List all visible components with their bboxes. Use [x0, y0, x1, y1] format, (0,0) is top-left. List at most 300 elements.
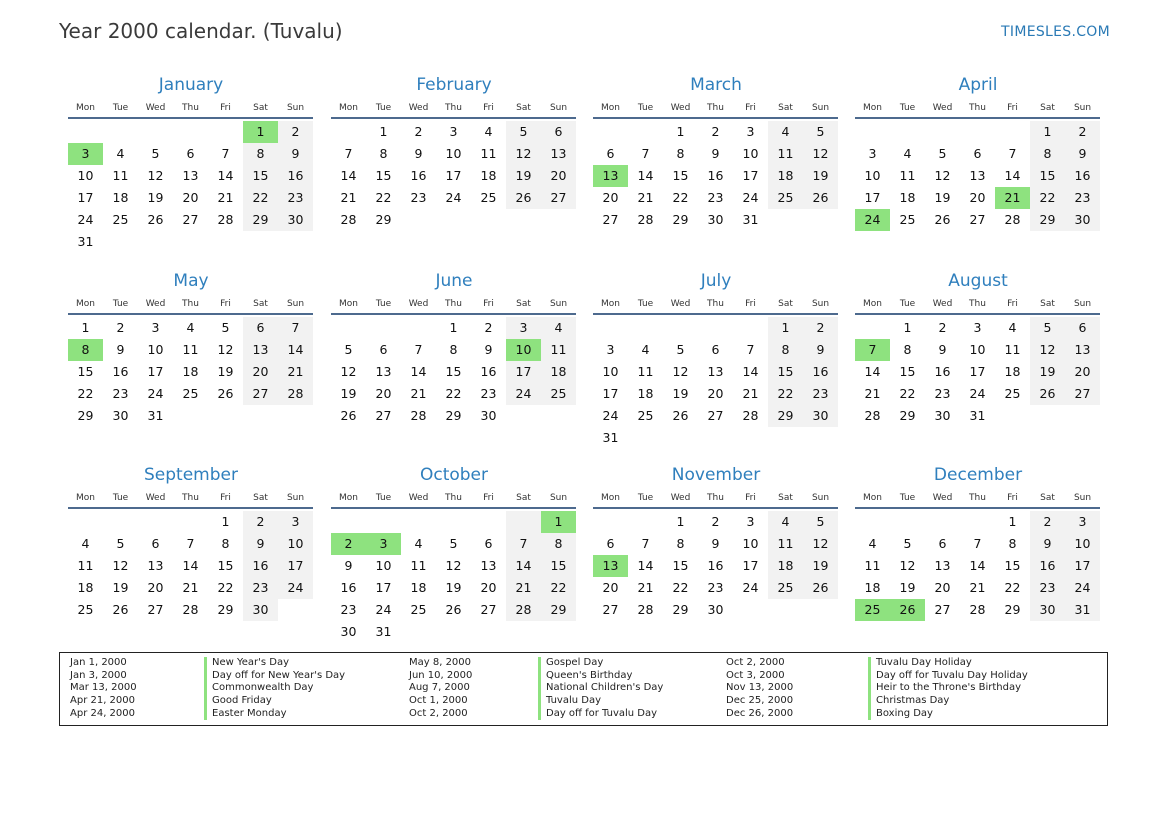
day-cell: 15	[77, 364, 94, 379]
day-cell: 22	[1004, 580, 1021, 595]
day-cell: 2	[711, 514, 720, 529]
day-cell: 5	[903, 536, 912, 551]
day-cell: 9	[484, 342, 493, 357]
day-cell: 11	[77, 558, 94, 573]
legend-holiday-name: Day off for New Year's Day	[204, 670, 345, 683]
legend-holiday-name: Queen's Birthday	[538, 670, 663, 683]
day-cell: 19	[1030, 361, 1065, 383]
day-cell: 3	[278, 511, 313, 533]
empty-cell	[331, 317, 366, 339]
empty-cell	[593, 317, 628, 339]
holiday-day-cell: 8	[68, 339, 103, 361]
day-cell: 6	[711, 342, 720, 357]
day-cell: 11	[480, 146, 497, 161]
weekday-header: Tue	[637, 299, 654, 309]
empty-cell	[208, 121, 243, 143]
day-cell: 31	[147, 408, 164, 423]
weekday-header: Sat	[1040, 299, 1055, 309]
weekday-header: Mon	[76, 103, 95, 113]
empty-cell	[436, 209, 471, 231]
day-cell: 15	[445, 364, 462, 379]
empty-cell	[173, 511, 208, 533]
day-cell: 2	[1065, 121, 1100, 143]
day-cell: 7	[973, 536, 982, 551]
month-title: July	[700, 271, 732, 291]
empty-cell	[471, 209, 506, 231]
day-cell: 1	[676, 514, 685, 529]
weekday-header: Sat	[516, 103, 531, 113]
holiday-day-cell: 25	[855, 599, 890, 621]
day-cell: 29	[217, 602, 234, 617]
month-title: November	[671, 465, 761, 485]
day-cell: 30	[1030, 599, 1065, 621]
day-cell: 11	[182, 342, 199, 357]
day-cell: 17	[864, 190, 881, 205]
month-december	[855, 463, 1101, 621]
empty-cell	[663, 317, 698, 339]
day-cell: 26	[112, 602, 129, 617]
day-cell: 20	[934, 580, 951, 595]
month-grid	[855, 101, 1101, 231]
legend-date: Oct 2, 2000	[726, 657, 785, 668]
header-divider	[68, 117, 313, 119]
day-cell: 31	[77, 234, 94, 249]
legend-date: May 8, 2000	[409, 657, 472, 668]
day-cell: 31	[742, 212, 759, 227]
day-cell: 12	[506, 143, 541, 165]
month-grid	[68, 101, 314, 253]
weekday-header: Mon	[863, 493, 882, 503]
month-grid	[68, 297, 314, 427]
weekday-header: Thu	[445, 493, 462, 503]
brand-link[interactable]: TIMESLES.COM	[1001, 24, 1110, 40]
day-cell: 8	[541, 533, 576, 555]
day-cell: 31	[375, 624, 392, 639]
empty-cell	[401, 511, 436, 533]
day-cell: 6	[606, 536, 615, 551]
empty-cell	[173, 231, 208, 253]
day-cell: 30	[278, 209, 313, 231]
day-cell: 19	[899, 580, 916, 595]
empty-cell	[855, 317, 890, 339]
empty-cell	[68, 121, 103, 143]
weekday-header: Tue	[899, 493, 916, 503]
day-cell: 23	[480, 386, 497, 401]
day-cell: 13	[541, 143, 576, 165]
day-cell: 9	[1065, 143, 1100, 165]
weekday-header: Sat	[778, 493, 793, 503]
day-cell: 20	[707, 386, 724, 401]
day-cell: 7	[746, 342, 755, 357]
weekday-header: Mon	[601, 103, 620, 113]
day-cell: 17	[602, 386, 619, 401]
day-cell: 23	[1065, 187, 1100, 209]
day-cell: 6	[1065, 317, 1100, 339]
weekday-header: Sun	[286, 493, 305, 503]
day-cell: 15	[217, 558, 234, 573]
day-cell: 28	[742, 408, 759, 423]
day-cell: 13	[480, 558, 497, 573]
legend-holiday-name: Christmas Day	[868, 695, 1028, 708]
month-title: August	[948, 271, 1008, 291]
empty-cell	[471, 511, 506, 533]
day-cell: 27	[243, 383, 278, 405]
empty-cell	[733, 427, 768, 449]
month-title: June	[435, 271, 473, 291]
empty-cell	[593, 121, 628, 143]
header-divider	[855, 313, 1100, 315]
day-cell: 15	[541, 555, 576, 577]
weekday-header: Mon	[339, 493, 358, 503]
empty-cell	[541, 405, 576, 427]
weekday-header: Fri	[220, 299, 231, 309]
day-cell: 15	[1004, 558, 1021, 573]
weekday-header: Mon	[601, 299, 620, 309]
day-cell: 11	[768, 143, 803, 165]
day-cell: 21	[340, 190, 357, 205]
header-divider	[331, 313, 576, 315]
day-cell: 5	[803, 511, 838, 533]
day-cell: 15	[375, 168, 392, 183]
day-cell: 8	[243, 143, 278, 165]
holiday-day-cell: 24	[855, 209, 890, 231]
day-cell: 14	[637, 168, 654, 183]
day-cell: 19	[112, 580, 129, 595]
empty-cell	[401, 317, 436, 339]
day-cell: 2	[414, 124, 423, 139]
month-september	[68, 463, 314, 621]
day-cell: 1	[1008, 514, 1017, 529]
day-cell: 19	[672, 386, 689, 401]
day-cell: 29	[1004, 602, 1021, 617]
day-cell: 29	[445, 408, 462, 423]
day-cell: 28	[637, 602, 654, 617]
day-cell: 12	[217, 342, 234, 357]
day-cell: 4	[541, 317, 576, 339]
day-cell: 25	[637, 408, 654, 423]
day-cell: 6	[973, 146, 982, 161]
day-cell: 31	[969, 408, 986, 423]
weekday-header: Sun	[286, 103, 305, 113]
day-cell: 20	[969, 190, 986, 205]
day-cell: 17	[742, 558, 759, 573]
day-cell: 21	[742, 386, 759, 401]
day-cell: 12	[340, 364, 357, 379]
weekday-header: Fri	[745, 299, 756, 309]
month-october	[331, 463, 577, 643]
day-cell: 4	[186, 320, 195, 335]
day-cell: 9	[1030, 533, 1065, 555]
empty-cell	[960, 511, 995, 533]
day-cell: 5	[344, 342, 353, 357]
empty-cell	[1065, 405, 1100, 427]
holiday-day-cell: 13	[593, 555, 628, 577]
day-cell: 11	[899, 168, 916, 183]
day-cell: 8	[768, 339, 803, 361]
day-cell: 11	[541, 339, 576, 361]
month-august	[855, 269, 1101, 427]
month-title: January	[158, 75, 224, 95]
legend-date: Dec 25, 2000	[726, 695, 794, 707]
legend-date: Apr 24, 2000	[70, 707, 136, 719]
header-divider	[593, 507, 838, 509]
day-cell: 31	[602, 430, 619, 445]
holiday-day-cell: 1	[541, 511, 576, 533]
day-cell: 22	[217, 580, 234, 595]
empty-cell	[506, 621, 541, 643]
day-cell: 14	[637, 558, 654, 573]
day-cell: 24	[602, 408, 619, 423]
empty-cell	[803, 599, 838, 621]
day-cell: 1	[676, 124, 685, 139]
day-cell: 18	[480, 168, 497, 183]
day-cell: 3	[746, 124, 755, 139]
month-title: October	[419, 465, 489, 485]
legend-date: Aug 7, 2000	[409, 682, 470, 694]
weekday-header: Wed	[670, 493, 691, 503]
day-cell: 7	[1008, 146, 1017, 161]
day-cell: 6	[379, 342, 388, 357]
day-cell: 5	[938, 146, 947, 161]
day-cell: 6	[606, 146, 615, 161]
day-cell: 21	[278, 361, 313, 383]
empty-cell	[103, 511, 138, 533]
day-cell: 28	[864, 408, 881, 423]
holiday-legend	[59, 652, 1108, 726]
day-cell: 13	[182, 168, 199, 183]
day-cell: 29	[899, 408, 916, 423]
empty-cell	[173, 121, 208, 143]
day-cell: 6	[541, 121, 576, 143]
day-cell: 24	[445, 190, 462, 205]
day-cell: 23	[410, 190, 427, 205]
weekday-header: Fri	[1007, 493, 1018, 503]
empty-cell	[628, 427, 663, 449]
empty-cell	[1030, 405, 1065, 427]
day-cell: 4	[484, 124, 493, 139]
day-cell: 24	[147, 386, 164, 401]
weekday-header: Wed	[408, 493, 429, 503]
day-cell: 27	[1065, 383, 1100, 405]
day-cell: 8	[1030, 143, 1065, 165]
holiday-day-cell: 1	[243, 121, 278, 143]
month-november	[593, 463, 839, 621]
day-cell: 12	[445, 558, 462, 573]
empty-cell	[925, 511, 960, 533]
empty-cell	[208, 231, 243, 253]
day-cell: 2	[484, 320, 493, 335]
day-cell: 2	[938, 320, 947, 335]
day-cell: 8	[221, 536, 230, 551]
legend-holiday-name: Gospel Day	[538, 657, 663, 670]
day-cell: 26	[803, 187, 838, 209]
header-divider	[68, 507, 313, 509]
day-cell: 7	[641, 146, 650, 161]
weekday-header: Wed	[932, 103, 953, 113]
day-cell: 25	[768, 187, 803, 209]
day-cell: 22	[375, 190, 392, 205]
weekday-header: Thu	[969, 299, 986, 309]
weekday-header: Mon	[339, 299, 358, 309]
day-cell: 1	[1030, 121, 1065, 143]
day-cell: 10	[445, 146, 462, 161]
day-cell: 14	[1004, 168, 1021, 183]
day-cell: 12	[112, 558, 129, 573]
empty-cell	[768, 209, 803, 231]
day-cell: 11	[768, 533, 803, 555]
empty-cell	[768, 599, 803, 621]
day-cell: 7	[344, 146, 353, 161]
day-cell: 10	[375, 558, 392, 573]
day-cell: 18	[410, 580, 427, 595]
month-march	[593, 73, 839, 231]
day-cell: 1	[221, 514, 230, 529]
day-cell: 23	[1030, 577, 1065, 599]
day-cell: 2	[243, 511, 278, 533]
weekday-header: Tue	[112, 493, 129, 503]
weekday-header: Thu	[182, 493, 199, 503]
day-cell: 27	[480, 602, 497, 617]
day-cell: 23	[707, 190, 724, 205]
empty-cell	[628, 121, 663, 143]
day-cell: 22	[1030, 187, 1065, 209]
day-cell: 9	[803, 339, 838, 361]
day-cell: 12	[899, 558, 916, 573]
day-cell: 17	[742, 168, 759, 183]
day-cell: 25	[768, 577, 803, 599]
day-cell: 30	[803, 405, 838, 427]
day-cell: 9	[116, 342, 125, 357]
day-cell: 21	[217, 190, 234, 205]
day-cell: 27	[602, 212, 619, 227]
empty-cell	[733, 317, 768, 339]
empty-cell	[960, 121, 995, 143]
day-cell: 10	[1065, 533, 1100, 555]
day-cell: 27	[934, 602, 951, 617]
page-title: Year 2000 calendar. (Tuvalu)	[59, 19, 343, 43]
day-cell: 14	[969, 558, 986, 573]
day-cell: 26	[445, 602, 462, 617]
header-divider	[331, 117, 576, 119]
day-cell: 16	[480, 364, 497, 379]
day-cell: 25	[182, 386, 199, 401]
day-cell: 12	[1030, 339, 1065, 361]
day-cell: 29	[672, 602, 689, 617]
day-cell: 6	[151, 536, 160, 551]
day-cell: 16	[707, 558, 724, 573]
day-cell: 27	[182, 212, 199, 227]
day-cell: 5	[221, 320, 230, 335]
empty-cell	[663, 427, 698, 449]
day-cell: 28	[410, 408, 427, 423]
day-cell: 12	[803, 533, 838, 555]
day-cell: 27	[147, 602, 164, 617]
day-cell: 15	[672, 168, 689, 183]
weekday-header: Wed	[670, 103, 691, 113]
legend-date: Oct 2, 2000	[409, 707, 468, 719]
day-cell: 4	[641, 342, 650, 357]
day-cell: 1	[768, 317, 803, 339]
day-cell: 8	[676, 536, 685, 551]
month-title: May	[173, 271, 209, 291]
day-cell: 21	[864, 386, 881, 401]
weekday-header: Sat	[253, 299, 268, 309]
legend-holiday-name: Easter Monday	[204, 708, 345, 721]
day-cell: 25	[410, 602, 427, 617]
day-cell: 30	[480, 408, 497, 423]
header-divider	[593, 117, 838, 119]
day-cell: 21	[410, 386, 427, 401]
day-cell: 29	[768, 405, 803, 427]
legend-date-column	[726, 657, 793, 720]
day-cell: 16	[112, 364, 129, 379]
day-cell: 4	[116, 146, 125, 161]
day-cell: 19	[934, 190, 951, 205]
day-cell: 20	[480, 580, 497, 595]
day-cell: 7	[506, 533, 541, 555]
empty-cell	[278, 405, 313, 427]
empty-cell	[995, 121, 1030, 143]
day-cell: 13	[934, 558, 951, 573]
holiday-day-cell: 21	[995, 187, 1030, 209]
day-cell: 10	[278, 533, 313, 555]
day-cell: 28	[182, 602, 199, 617]
day-cell: 22	[899, 386, 916, 401]
weekday-header: Sat	[778, 299, 793, 309]
day-cell: 14	[410, 364, 427, 379]
empty-cell	[698, 317, 733, 339]
day-cell: 23	[934, 386, 951, 401]
day-cell: 28	[217, 212, 234, 227]
day-cell: 20	[375, 386, 392, 401]
day-cell: 18	[768, 555, 803, 577]
empty-cell	[243, 405, 278, 427]
empty-cell	[366, 511, 401, 533]
day-cell: 5	[676, 342, 685, 357]
month-february	[331, 73, 577, 231]
weekday-header: Fri	[220, 493, 231, 503]
day-cell: 2	[1030, 511, 1065, 533]
empty-cell	[366, 317, 401, 339]
month-grid	[855, 297, 1101, 427]
day-cell: 19	[445, 580, 462, 595]
weekday-header: Thu	[445, 103, 462, 113]
month-january	[68, 73, 314, 253]
day-cell: 6	[243, 317, 278, 339]
day-cell: 8	[449, 342, 458, 357]
day-cell: 23	[340, 602, 357, 617]
month-july	[593, 269, 839, 449]
day-cell: 26	[1030, 383, 1065, 405]
day-cell: 3	[606, 342, 615, 357]
day-cell: 19	[803, 165, 838, 187]
month-title: April	[958, 75, 998, 95]
empty-cell	[803, 209, 838, 231]
day-cell: 15	[243, 165, 278, 187]
day-cell: 1	[81, 320, 90, 335]
day-cell: 13	[707, 364, 724, 379]
day-cell: 19	[217, 364, 234, 379]
month-title: March	[690, 75, 742, 95]
day-cell: 13	[1065, 339, 1100, 361]
empty-cell	[436, 621, 471, 643]
day-cell: 21	[969, 580, 986, 595]
day-cell: 8	[1008, 536, 1017, 551]
header-divider	[593, 313, 838, 315]
weekday-header: Wed	[145, 103, 166, 113]
day-cell: 25	[899, 212, 916, 227]
day-cell: 30	[112, 408, 129, 423]
